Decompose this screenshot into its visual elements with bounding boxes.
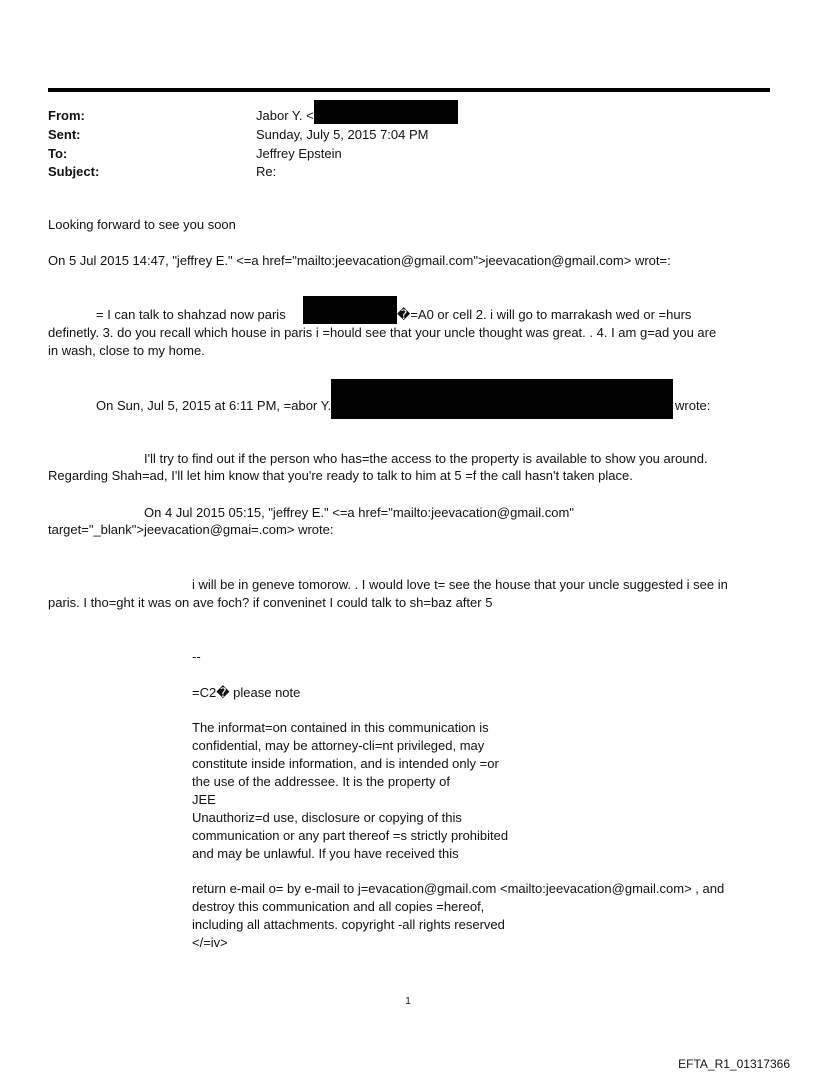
disclaimer-line: communication or any part thereof =s strictly prohibited <box>192 828 509 843</box>
quote1-line2: definetly. 3. do you recall which house in paris i =hould see that your uncle thought was great. . 4. I am g=ad you are <box>48 325 717 340</box>
sent-label: Sent: <box>48 127 81 142</box>
redaction-from-email <box>314 100 458 124</box>
header-divider <box>48 88 770 92</box>
quote1-line1b: �=A0 or cell 2. i will go to marrakash wed or =hurs <box>397 307 692 322</box>
signature-note: =C2� please note <box>192 685 301 700</box>
signature-dash: -- <box>192 649 201 664</box>
quote3-line2: paris. I tho=ght it was on ave foch? if conveninet I could talk to sh=baz after 5 <box>48 595 493 610</box>
disclaimer-line: destroy this communication and all copies =hereof, <box>192 899 485 914</box>
quote1-line3: in wash, close to my home. <box>48 343 205 358</box>
quote3-intro2: target="_blank">jeevacation@gmai=.com> wrote: <box>48 522 334 537</box>
redaction-paris-number <box>303 296 397 324</box>
redaction-sender-email <box>331 379 673 419</box>
page-number: 1 <box>405 996 411 1007</box>
sent-value: Sunday, July 5, 2015 7:04 PM <box>256 127 429 142</box>
subject-value: Re: <box>256 164 277 179</box>
disclaimer-block <box>192 719 508 863</box>
from-label: From: <box>48 108 85 123</box>
disclaimer-line: and may be unlawful. If you have received this <box>192 846 459 861</box>
disclaimer-line: JEE <box>192 792 216 807</box>
reply-text: Looking forward to see you soon <box>48 217 236 232</box>
disclaimer-line: confidential, may be attorney-cli=nt privileged, may <box>192 738 485 753</box>
quote1-line1a: = I can talk to shahzad now paris <box>96 307 286 322</box>
subject-label: Subject: <box>48 164 100 179</box>
quote3-line1: i will be in geneve tomorow. . I would love t= see the house that your uncle suggested i see in <box>192 577 728 592</box>
to-label: To: <box>48 146 68 161</box>
disclaimer-line: </=iv> <box>192 935 228 950</box>
disclaimer-line: The informat=on contained in this communication is <box>192 720 489 735</box>
disclaimer-line: including all attachments. copyright -all rights reserved <box>192 917 505 932</box>
disclaimer-line: Unauthoriz=d use, disclosure or copying of this <box>192 810 462 825</box>
quote2-line2: Regarding Shah=ad, I'll let him know that you're ready to talk to him at 5 =f the call hasn't taken place. <box>48 468 633 483</box>
quote2-intro-b: wrote: <box>675 398 711 413</box>
disclaimer-line: return e-mail o= by e-mail to j=evacation@gmail.com <mailto:jeevacation@gmail.com> , and <box>192 881 725 896</box>
from-value: Jabor Y. < <box>256 108 314 123</box>
document-id: EFTA_R1_01317366 <box>678 1057 790 1071</box>
disclaimer-line: the use of the addressee. It is the property of <box>192 774 450 789</box>
quote2-intro-a: On Sun, Jul 5, 2015 at 6:11 PM, =abor Y. <box>96 398 332 413</box>
quote1-intro: On 5 Jul 2015 14:47, "jeffrey E." <=a href="mailto:jeevacation@gmail.com">jeevacation@gmail.com> wrot=: <box>48 253 671 268</box>
disclaimer-block-2 <box>192 880 724 952</box>
quote3-intro1: On 4 Jul 2015 05:15, "jeffrey E." <=a href="mailto:jeevacation@gmail.com" <box>144 505 574 520</box>
quote2-line1: I'll try to find out if the person who has=the access to the property is available to show you around. <box>144 451 708 466</box>
disclaimer-line: constitute inside information, and is intended only =or <box>192 756 499 771</box>
to-value: Jeffrey Epstein <box>256 146 342 161</box>
